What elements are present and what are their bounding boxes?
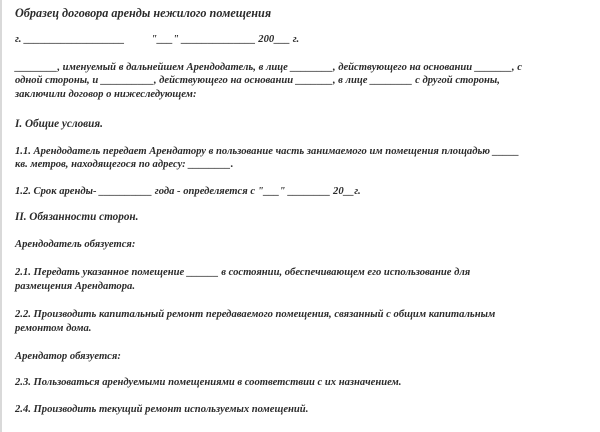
clause-1-2: 1.2. Срок аренды- __________ года - определяется с "___" ________ 20__г. <box>15 186 361 197</box>
clause-1-1-line-1: 1.1. Арендодатель передает Арендатору в пользование часть занимаемого им помещения площадью _____ <box>15 146 520 157</box>
clause-2-3: 2.3. Пользоваться арендуемыми помещениями в соответствии с их назначением. <box>15 377 402 388</box>
landlord-obliged-heading: Арендодатель обязуется: <box>15 239 136 250</box>
tenant-obliged-heading: Арендатор обязуется: <box>15 351 121 362</box>
clause-2-2-line-1: 2.2. Производить капитальный ремонт передаваемого помещения, связанный с общим капитальным <box>15 309 496 320</box>
parties-line-2: одной стороны, и __________, действующего на основании _______, в лице ________ с другой стороны, <box>15 75 500 86</box>
page-left-edge <box>0 0 2 432</box>
document-title: Образец договора аренды нежилого помещения <box>15 6 272 20</box>
parties-line-1: ________, именуемый в дальнейшем Арендодатель, в лице ________, действующего на основании _______, с <box>15 62 522 73</box>
clause-2-4: 2.4. Производить текущий ремонт используемых помещений. <box>15 404 309 415</box>
clause-2-1-line-2: размещения Арендатора. <box>15 281 135 292</box>
clause-2-2-line-2: ремонтом дома. <box>15 323 92 334</box>
clause-1-1-line-2: кв. метров, находящегося по адресу: ________. <box>15 159 234 170</box>
section-1-heading: I. Общие условия. <box>15 118 103 130</box>
parties-line-3: заключили договор о нижеследующем: <box>15 89 197 100</box>
section-2-heading: II. Обязанности сторон. <box>15 211 139 223</box>
clause-2-1-line-1: 2.1. Передать указанное помещение ______ в состоянии, обеспечивающем его использование для <box>15 267 471 278</box>
place-date-line: г. ___________________ "___" ______________ 200___ г. <box>15 34 300 45</box>
